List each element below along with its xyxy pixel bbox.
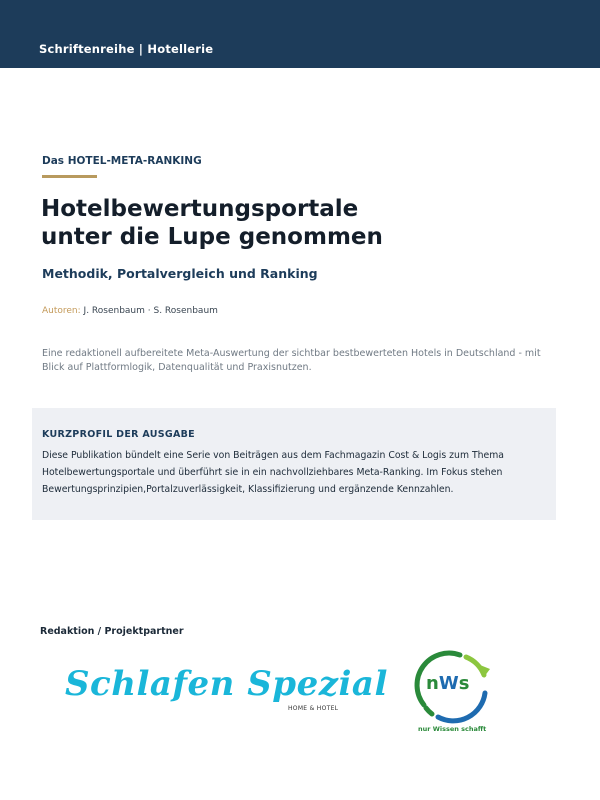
- schlafen-spezial-wordmark: Schlafen Spezial: [65, 664, 388, 704]
- nws-tagline: nur Wissen schafft: [418, 725, 487, 733]
- title-line-2: unter die Lupe genommen: [41, 224, 383, 250]
- nws-logo: [402, 647, 502, 737]
- page-title: [41, 195, 383, 251]
- header-bar: [0, 0, 600, 68]
- profile-text: Diese Publikation bündelt eine Serie von Beiträgen aus dem Fachmagazin Cost & Logis zum Thema Hotelbewertungsportale und überführt sie in ein nachvollziehbares Meta-Ranking. Im Fokus stehen Bewertungsprinzipien,Portalzuverlässigkeit, Klassifizierung und ergänzende Kennzahlen.: [42, 450, 504, 495]
- profile-box: [32, 408, 556, 520]
- authors-label: Autoren:: [42, 306, 81, 316]
- subtitle: Methodik, Portalvergleich und Ranking: [42, 266, 318, 281]
- profile-heading: KURZPROFIL DER AUSGABE: [42, 429, 195, 440]
- schlafen-spezial-subline: HOME & HOTEL: [288, 705, 339, 712]
- title-line-1: Hotelbewertungsportale: [41, 196, 359, 222]
- partners-label: Redaktion / Projektpartner: [40, 626, 184, 637]
- intro-text: Eine redaktionell aufbereitete Meta-Auswertung der sichtbar bestbewerteten Hotels in Deutschland - mit Blick auf Plattformlogik, Datenqualität und Praxisnutzen.: [42, 348, 541, 373]
- accent-rule: [42, 175, 97, 178]
- authors-line: [42, 306, 218, 316]
- series-title: Schriftenreihe | Hotellerie: [39, 42, 214, 56]
- eyebrow-label: Das HOTEL-META-RANKING: [42, 155, 202, 167]
- nws-wordmark: nWs: [426, 673, 470, 694]
- schlafen-spezial-logo: [62, 662, 388, 722]
- authors-names: J. Rosenbaum · S. Rosenbaum: [83, 306, 218, 316]
